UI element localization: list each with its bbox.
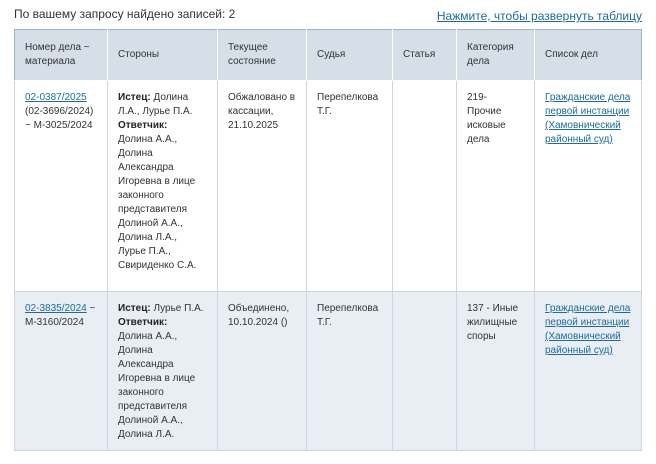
judge-cell: Перепелкова Т.Г. [307, 81, 393, 292]
plaintiff-label: Истец: [118, 92, 151, 103]
status-cell: Обжаловано в кассации, 21.10.2025 [218, 81, 307, 292]
article-cell [393, 292, 457, 451]
article-cell [393, 81, 457, 292]
case-number-extra: ~ М-3160/2024 [25, 303, 96, 328]
category-cell: 137 - Иные жилищные споры [457, 292, 535, 451]
case-number-link[interactable]: 02-0387/2025 [25, 92, 87, 103]
column-header-judge: Судья [307, 30, 393, 81]
column-header-case-number: Номер дела ~ материала [15, 30, 108, 81]
case-list-link[interactable]: Гражданские дела первой инстанции (Хамовнический районный суд) [545, 303, 631, 356]
status-cell: Объединено, 10.10.2024 () [218, 292, 307, 451]
plaintiff-names: Лурье П.А. [153, 303, 204, 314]
case-number-link[interactable]: 02-3835/2024 [25, 303, 87, 314]
table-row [15, 292, 642, 451]
column-header-status: Текущее состояние [218, 30, 307, 81]
case-list-cell [535, 81, 642, 292]
case-number-cell [15, 292, 108, 451]
column-header-article: Статья [393, 30, 457, 81]
column-header-parties: Стороны [108, 30, 218, 81]
column-header-case-list: Список дел [535, 30, 642, 81]
judge-cell: Перепелкова Т.Г. [307, 292, 393, 451]
plaintiff-names: Долина Л.А., Лурье П.А. [118, 92, 193, 117]
expand-table-link[interactable]: Нажмите, чтобы развернуть таблицу [436, 9, 642, 23]
case-list-cell [535, 292, 642, 451]
category-cell: 219- Прочие исковые дела [457, 81, 535, 292]
defendant-names: Долина А.А., Долина Александра Игоревна в лице законного представителя Долиной А.А., Долина Л.А., Лурье П.А., Свириденко С.А. [118, 134, 197, 271]
case-list-link[interactable]: Гражданские дела первой инстанции (Хамовнический районный суд) [545, 92, 631, 145]
plaintiff-label: Истец: [118, 303, 151, 314]
cases-table [14, 29, 642, 451]
parties-cell [108, 292, 218, 451]
table-header-row [15, 30, 642, 81]
parties-cell [108, 81, 218, 292]
case-number-extra: (02-3696/2024) ~ М-3025/2024 [25, 106, 94, 131]
column-header-category: Категория дела [457, 30, 535, 81]
table-row [15, 81, 642, 292]
results-count-text: По вашему запросу найдено записей: 2 [14, 7, 236, 21]
defendant-names: Долина А.А., Долина Александра Игоревна в лице законного представителя Долиной А.А., Долина Л.А. [118, 331, 196, 440]
defendant-label: Ответчик: [118, 317, 168, 328]
results-header [0, 0, 656, 28]
case-number-cell [15, 81, 108, 292]
defendant-label: Ответчик: [118, 120, 168, 131]
